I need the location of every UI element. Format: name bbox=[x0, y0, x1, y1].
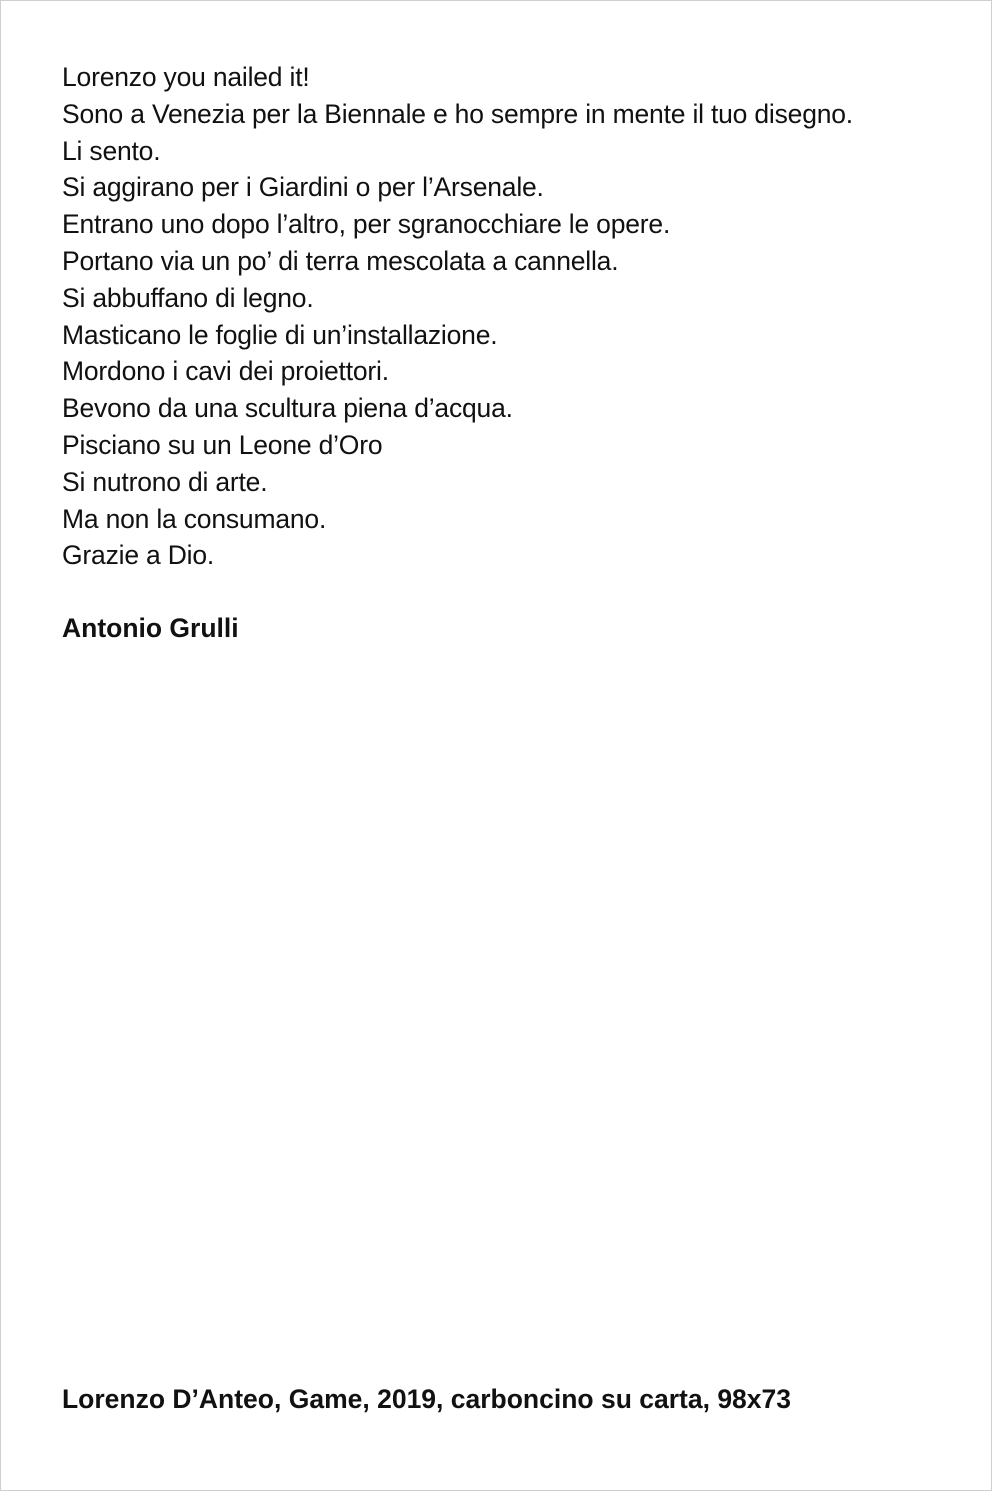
poem-line: Si nutrono di arte. bbox=[62, 466, 268, 497]
poem-line: Bevono da una scultura piena d’acqua. bbox=[62, 393, 513, 424]
poem-line: Lorenzo you nailed it! bbox=[62, 62, 310, 92]
poem-line: Portano via un po’ di terra mescolata a cannella. bbox=[62, 245, 619, 276]
poem-line: Li sento. bbox=[62, 135, 161, 166]
poem-line: Entrano uno dopo l’altro, per sgranocchiare le opere. bbox=[62, 209, 671, 240]
poem-line: Sono a Venezia per la Biennale e ho sempre in mente il tuo disegno. bbox=[62, 98, 853, 129]
poem-line: Si abbuffano di legno. bbox=[62, 282, 314, 313]
poem-line: Si aggirano per i Giardini o per l’Arsenale. bbox=[62, 172, 544, 203]
artwork-caption: Lorenzo D’Anteo, Game, 2019, carboncino su carta, 98x73 bbox=[62, 1384, 792, 1414]
poem-line: Mordono i cavi dei proiettori. bbox=[62, 356, 389, 387]
poem-line: Grazie a Dio. bbox=[62, 540, 215, 571]
poem-text bbox=[62, 59, 962, 574]
poem-line: Ma non la consumano. bbox=[62, 503, 327, 534]
author-name: Antonio Grulli bbox=[62, 613, 239, 643]
poem-line: Masticano le foglie di un’installazione. bbox=[62, 319, 498, 350]
poem-line: Pisciano su un Leone d’Oro bbox=[62, 429, 383, 460]
